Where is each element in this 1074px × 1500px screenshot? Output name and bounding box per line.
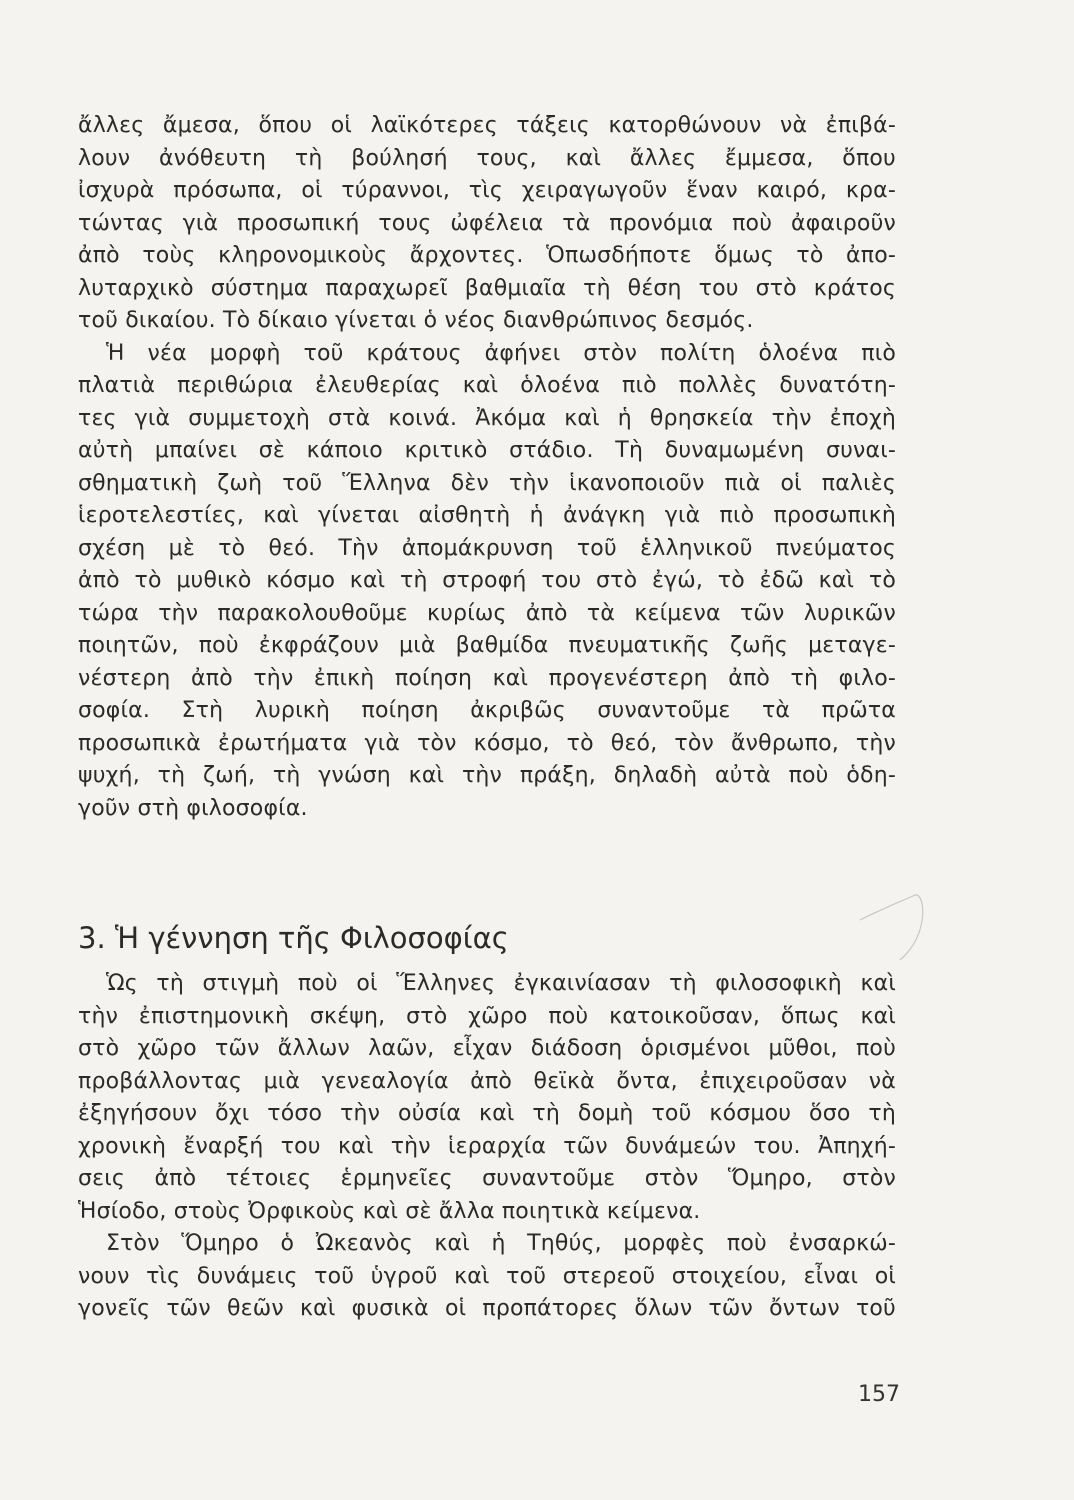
text-line: Ἡσίοδο, στοὺς Ὀρφικοὺς καὶ σὲ ἄλλα ποιητικὰ κείμενα. [78,1198,701,1224]
text-line: τὴν ἐπιστημονικὴ σκέψη, στὸ χῶρο ποὺ κατοικοῦσαν, ὅπως καὶ [78,1003,896,1029]
text-line: νέστερη ἀπὸ τὴν ἐπικὴ ποίηση καὶ προγενέστερη ἀπὸ τὴ φιλο- [78,665,896,691]
text-line: αὐτὴ μπαίνει σὲ κάποιο κριτικὸ στάδιο. Τὴ δυναμωμένη συναι- [78,438,896,463]
text-line: νουν τὶς δυνάμεις τοῦ ὑγροῦ καὶ τοῦ στερεοῦ στοιχείου, εἶναι οἱ [78,1263,896,1289]
text-line: σθηματικὴ ζωὴ τοῦ Ἕλληνα δὲν τὴν ἱκανοποιοῦν πιὰ οἱ παλιὲς [78,470,896,496]
text-line: τοῦ δικαίου. Τὸ δίκαιο γίνεται ὁ νέος διανθρώπινος δεσμός. [78,308,754,333]
text-line: ἰσχυρὰ πρόσωπα, οἱ τύραννοι, τὶς χειραγωγοῦν ἕναν καιρό, κρα- [78,178,896,203]
paragraph [78,968,896,1228]
text-line: τώρα τὴν παρακολουθοῦμε κυρίως ἀπὸ τὰ κείμενα τῶν λυρικῶν [78,600,896,626]
text-line: ψυχή, τὴ ζωή, τὴ γνώση καὶ τὴν πράξη, δηλαδὴ αὐτὰ ποὺ ὁδη- [78,763,896,788]
text-line: λυταρχικὸ σύστημα παραχωρεῖ βαθμιαῖα τὴ θέση του στὸ κράτος [78,275,896,301]
text-line: ἄλλες ἄμεσα, ὅπου οἱ λαϊκότερες τάξεις κατορθώνουν νὰ ἐπιβά- [78,113,896,138]
text-line: προβάλλοντας μιὰ γενεαλογία ἀπὸ θεϊκὰ ὄντα, ἐπιχειροῦσαν νὰ [78,1068,896,1094]
text-line: τώντας γιὰ προσωπική τους ὠφέλεια τὰ προνόμια ποὺ ἀφαιροῦν [78,210,896,236]
text-line: σχέση μὲ τὸ θεό. Τὴν ἀπομάκρυνση τοῦ ἑλληνικοῦ πνεύματος [78,535,896,561]
text-line: σεις ἀπὸ τέτοιες ἑρμηνεῖες συναντοῦμε στὸν Ὅμηρο, στὸν [78,1166,896,1191]
text-line: σοφία. Στὴ λυρικὴ ποίηση ἀκριβῶς συναντοῦμε τὰ πρῶτα [78,698,896,723]
text-line: τες γιὰ συμμετοχὴ στὰ κοινά. Ἀκόμα καὶ ἡ θρησκεία τὴν ἐποχὴ [78,405,896,431]
text-line: προσωπικὰ ἐρωτήματα γιὰ τὸν κόσμο, τὸ θεό, τὸν ἄνθρωπο, τὴν [78,730,896,756]
text-line: χρονικὴ ἔναρξή του καὶ τὴν ἱεραρχία τῶν δυνάμεών του. Ἀπηχή- [78,1133,896,1159]
text-line: Ἡ νέα μορφὴ τοῦ κράτους ἀφήνει στὸν πολίτη ὁλοένα πιὸ [106,340,896,366]
text-line: γοῦν στὴ φιλοσοφία. [78,795,308,821]
paragraph [78,338,896,826]
text-line: ἱεροτελεστίες, καὶ γίνεται αἰσθητὴ ἡ ἀνάγκη γιὰ πιὸ προσωπικὴ [78,503,896,528]
section-heading: 3. Ἡ γέννηση τῆς Φιλοσοφίας [78,921,509,955]
text-line: λουν ἀνόθευτη τὴ βούλησή τους, καὶ ἄλλες ἔμμεσα, ὅπου [78,145,896,171]
paragraph-continuation [78,110,896,338]
text-line: Στὸν Ὅμηρο ὁ Ὠκεανὸς καὶ ἡ Τηθύς, μορφὲς ποὺ ἐνσαρκώ- [106,1231,896,1256]
text-line: Ὡς τὴ στιγμὴ ποὺ οἱ Ἕλληνες ἐγκαινίασαν τὴ φιλοσοφικὴ καὶ [106,971,896,996]
page-number: 157 [858,1382,900,1407]
text-line: γονεῖς τῶν θεῶν καὶ φυσικὰ οἱ προπάτορες ὅλων τῶν ὄντων τοῦ [78,1296,896,1321]
text-line: ποιητῶν, ποὺ ἐκφράζουν μιὰ βαθμίδα πνευματικῆς ζωῆς μεταγε- [78,633,896,658]
text-line: πλατιὰ περιθώρια ἐλευθερίας καὶ ὁλοένα πιὸ πολλὲς δυνατότη- [78,373,896,398]
text-line: ἀπὸ τοὺς κληρονομικοὺς ἄρχοντες. Ὁπωσδήποτε ὅμως τὸ ἀπο- [78,243,896,268]
text-line: στὸ χῶρο τῶν ἄλλων λαῶν, εἶχαν διάδοση ὁρισμένοι μῦθοι, ποὺ [78,1036,896,1061]
text-line: ἐξηγήσουν ὄχι τόσο τὴν οὐσία καὶ τὴ δομὴ τοῦ κόσμου ὅσο τὴ [78,1101,896,1126]
text-line: ἀπὸ τὸ μυθικὸ κόσμο καὶ τὴ στροφή του στὸ ἐγώ, τὸ ἐδῶ καὶ τὸ [78,568,896,593]
paragraph [78,1228,896,1326]
